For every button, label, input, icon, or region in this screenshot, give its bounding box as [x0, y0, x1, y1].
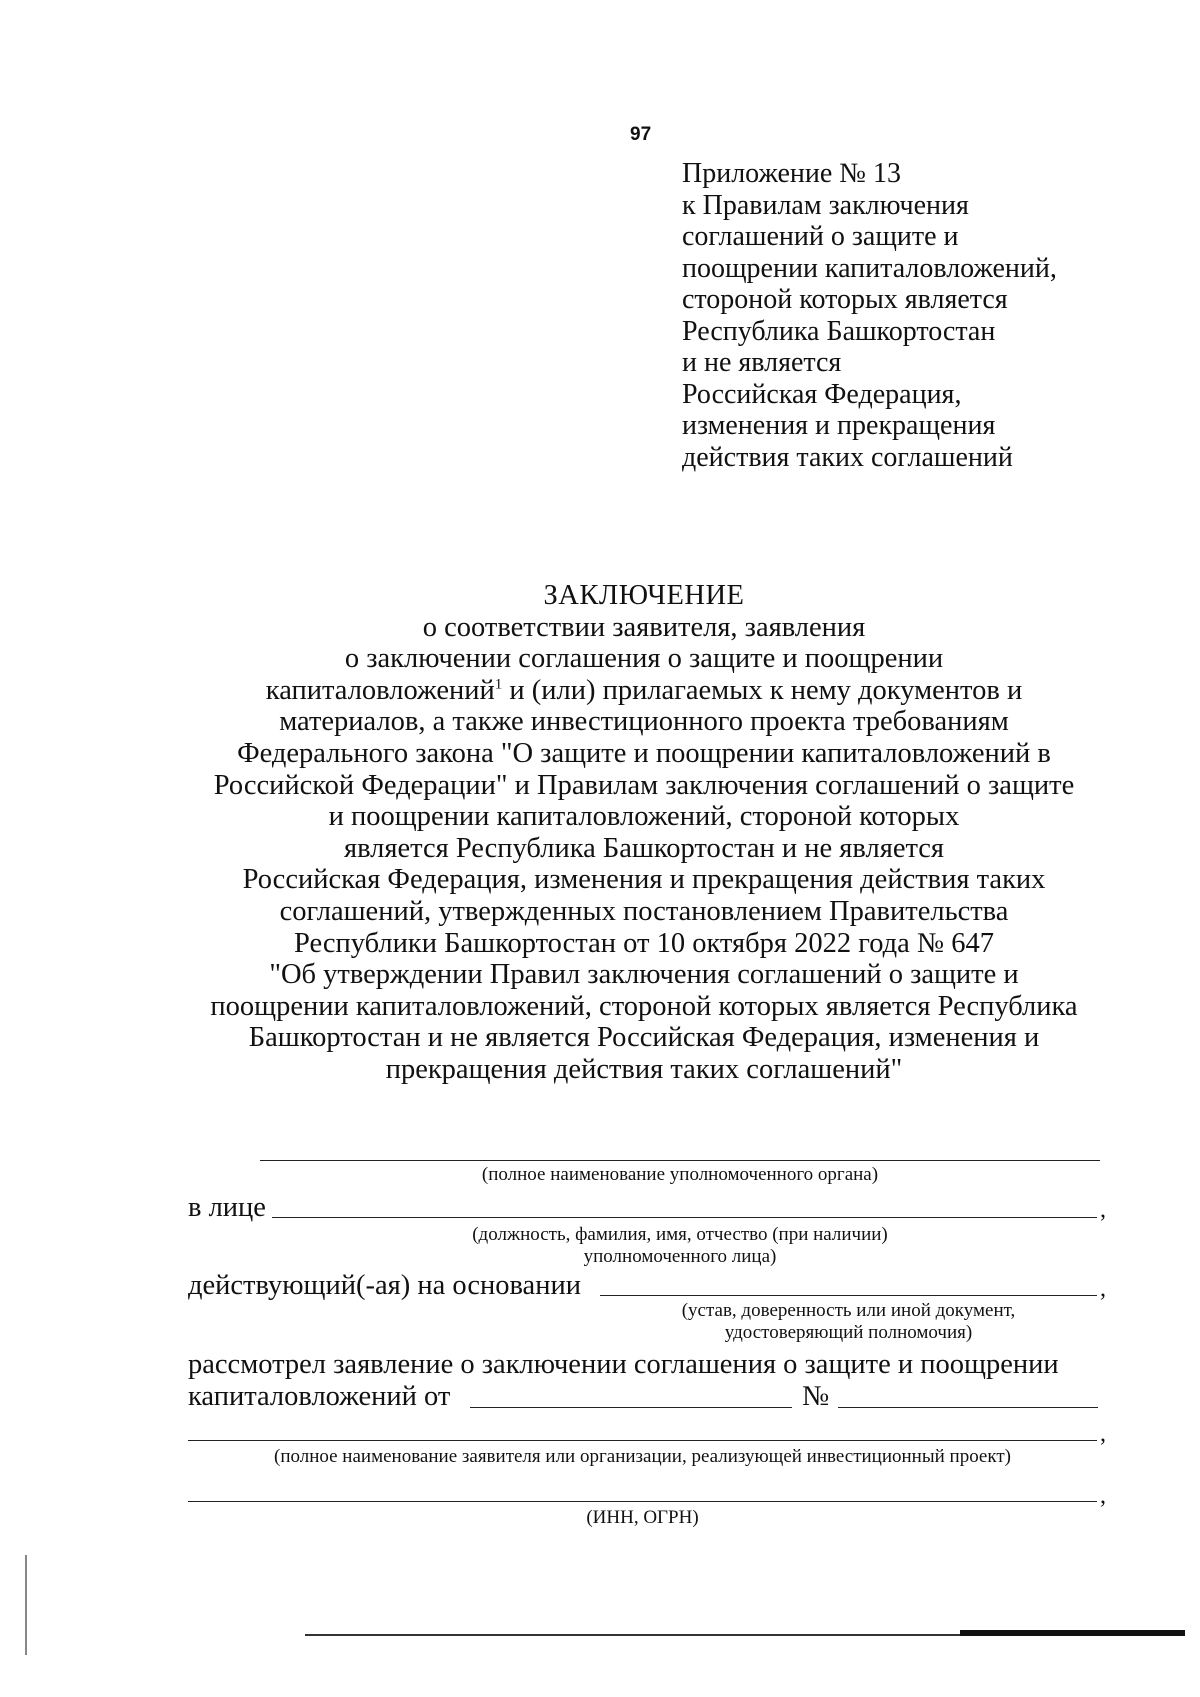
considered-label: рассмотрел заявление о заключении соглашения о защите и поощрении [188, 1349, 1059, 1380]
basis-caption: удостоверяющий полномочия) [724, 1322, 973, 1343]
inn-ogrn-field[interactable] [188, 1501, 1097, 1502]
applicant-name-field[interactable] [188, 1440, 1097, 1441]
appendix-line: действия таких соглашений [682, 441, 1013, 473]
basis-caption: (устав, доверенность или иной документ, [681, 1300, 1016, 1321]
document-title [0, 580, 1200, 1086]
title-line: является Республика Башкортостан и не является [343, 832, 945, 864]
number-sign: № [802, 1381, 830, 1412]
title-line: соглашений, утвержденных постановлением Правительства [279, 895, 1009, 927]
appendix-line: стороной которых является [682, 284, 1008, 315]
comma: , [1100, 1276, 1106, 1302]
appendix-line: к Правилам заключения [682, 189, 969, 221]
title-line: о соответствии заявителя, заявления [422, 611, 866, 643]
acting-label: действующий(-ая) на основании [188, 1270, 581, 1301]
title-line: Башкортостан и не является Российская Федерация, изменения и [248, 1022, 1040, 1054]
application-date-field[interactable] [470, 1407, 792, 1408]
applicant-caption: (полное наименование заявителя или организации, реализующей инвестиционный проект) [274, 1446, 1011, 1467]
authority-name-field[interactable] [260, 1160, 1100, 1161]
title-line: Республики Башкортостан от 10 октября 2022 года № 647 [294, 927, 994, 959]
appendix-reference [682, 158, 1057, 473]
title-heading: ЗАКЛЮЧЕНИЕ [543, 580, 745, 611]
title-line: "Об утверждении Правил заключения соглашений о защите и [269, 959, 1019, 991]
title-line: о заключении соглашения о защите и поощрении [344, 643, 944, 675]
application-number-field[interactable] [838, 1407, 1098, 1408]
appendix-line: Приложение № 13 [682, 158, 901, 189]
appendix-line: поощрении капиталовложений, [682, 252, 1057, 284]
appendix-line: Российская Федерация, [682, 378, 962, 410]
appendix-line: соглашений о защите и [682, 221, 959, 252]
title-line: Российская Федерация, изменения и прекращения действия таких [242, 864, 1046, 896]
person-caption: (должность, фамилия, имя, отчество (при наличии) [472, 1224, 888, 1245]
considered-date-label: капиталовложений от [188, 1381, 451, 1412]
comma: , [1100, 1483, 1106, 1509]
page-number: 97 [630, 124, 652, 145]
footnote-marker: 1 [494, 676, 503, 693]
scan-edge-bar [960, 1630, 1185, 1636]
person-caption: уполномоченного лица) [583, 1246, 777, 1267]
comma: , [1100, 1197, 1106, 1223]
scan-edge-line [25, 1555, 27, 1655]
title-line [0, 675, 1200, 707]
comma: , [1100, 1421, 1106, 1447]
title-text: капиталовложений [265, 674, 495, 706]
appendix-line: Республика Башкортостан [682, 315, 996, 347]
title-line: прекращения действия таких соглашений" [385, 1053, 903, 1085]
inn-caption: (ИНН, ОГРН) [586, 1507, 699, 1528]
title-text: и (или) прилагаемых к нему документов и [502, 674, 1023, 706]
basis-field[interactable] [600, 1295, 1097, 1296]
title-line: Российской Федерации" и Правилам заключения соглашений о защите [213, 769, 1075, 801]
title-line: материалов, а также инвестиционного проекта требованиям [279, 706, 1009, 738]
appendix-line: изменения и прекращения [682, 410, 996, 441]
authority-caption: (полное наименование уполномоченного органа) [481, 1164, 879, 1185]
person-field[interactable] [272, 1217, 1097, 1218]
in-person-label: в лице [188, 1192, 266, 1223]
title-line: Федерального закона "О защите и поощрении капиталовложений в [237, 737, 1051, 769]
appendix-line: и не является [682, 347, 842, 378]
title-line: и поощрении капиталовложений, стороной которых [328, 801, 960, 833]
title-line: поощрении капиталовложений, стороной которых является Республика [210, 990, 1078, 1022]
